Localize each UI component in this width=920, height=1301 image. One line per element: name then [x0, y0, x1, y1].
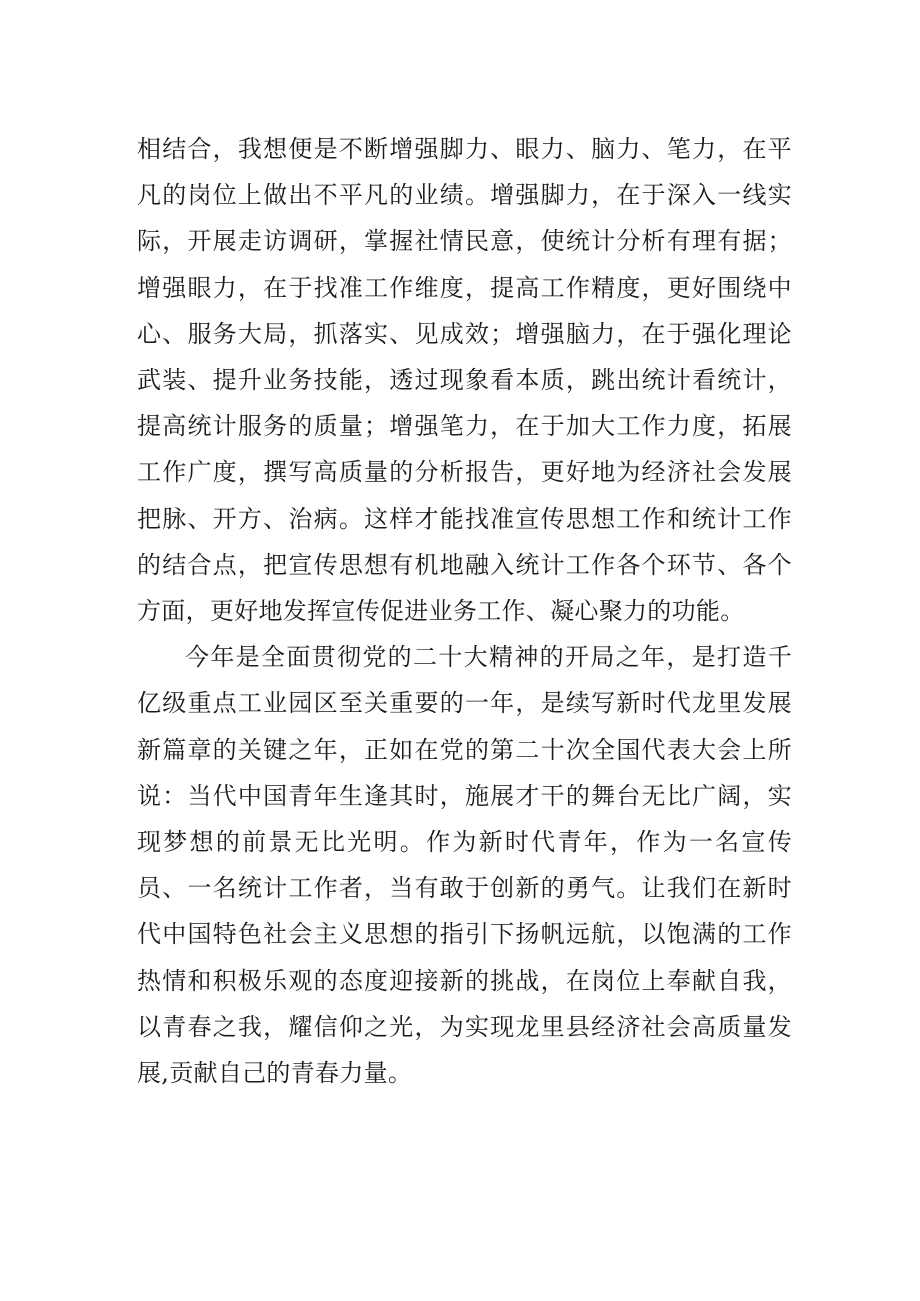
paragraph-continuation: 相结合，我想便是不断增强脚力、眼力、脑力、笔力，在平凡的岗位上做出不平凡的业绩。增强脚力，在于深入一线实际，开展走访调研，掌握社情民意，使统计分析有理有据；增强眼力，在于找准工作维度，提高工作精度，更好围绕中心、服务大局，抓落实、见成效；增强脑力，在于强化理论武装、提升业务技能，透过现象看本质，跳出统计看统计，提高统计服务的质量；增强笔力，在于加大工作力度，拓展工作广度，撰写高质量的分析报告，更好地为经济社会发展把脉、开方、治病。这样才能找准宣传思想工作和统计工作的结合点，把宣传思想有机地融入统计工作各个环节、各个方面，更好地发挥宣传促进业务工作、凝心聚力的功能。 [137, 135, 792, 626]
paragraph-conclusion: 今年是全面贯彻党的二十大精神的开局之年，是打造千亿级重点工业园区至关重要的一年，是续写新时代龙里发展新篇章的关键之年，正如在党的第二十次全国代表大会上所说：当代中国青年生逢其时，施展才干的舞台无比广阔，实现梦想的前景无比光明。作为新时代青年，作为一名宣传员、一名统计工作者，当有敢于创新的勇气。让我们在新时代中国特色社会主义思想的指引下扬帆远航，以饱满的工作热情和积极乐观的态度迎接新的挑战，在岗位上奉献自我，以青春之我，耀信仰之光，为实现龙里县经济社会高质量发展,贡献自己的青春力量。 [137, 643, 792, 1088]
document-body [137, 126, 792, 1096]
